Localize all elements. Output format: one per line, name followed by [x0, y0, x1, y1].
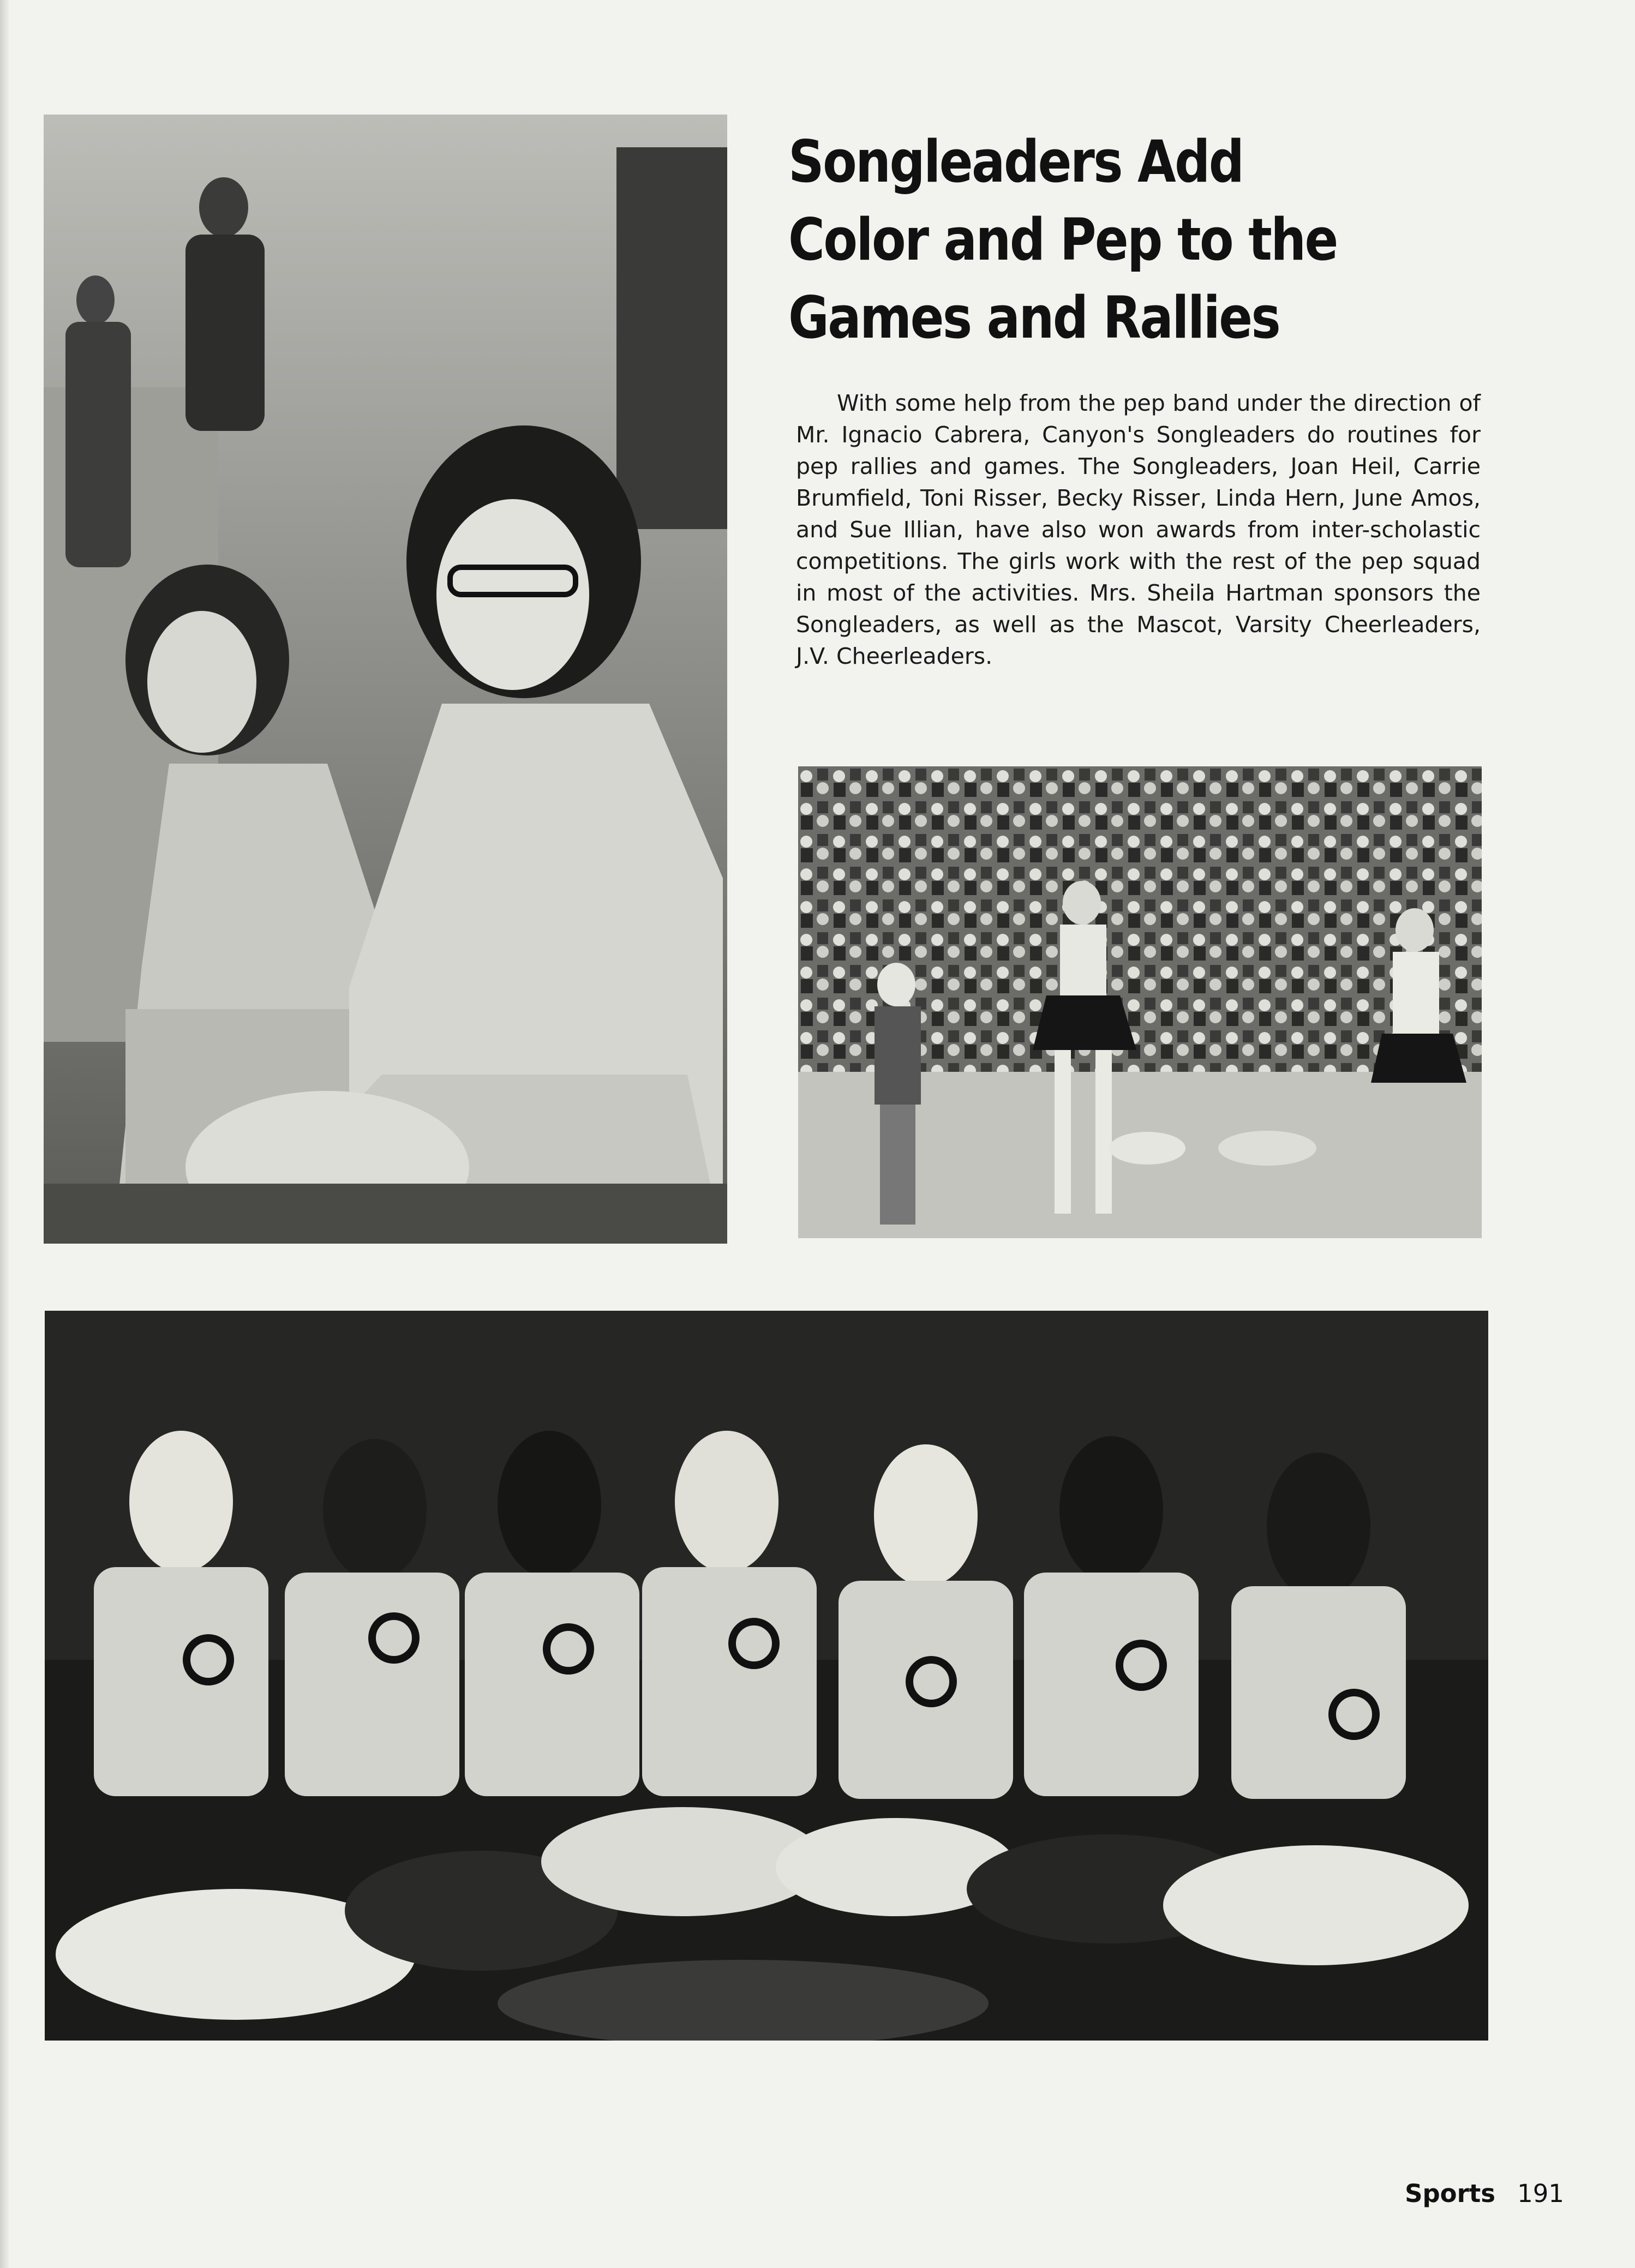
headline-line-1: Songleaders Add — [788, 128, 1243, 195]
photo-songleaders-group — [45, 1311, 1488, 2041]
section-label: Sports — [1405, 2179, 1496, 2208]
headline-line-3: Games and Rallies — [788, 284, 1280, 351]
page-footer — [1405, 2179, 1564, 2208]
photo-songleader-crowd-image — [798, 766, 1482, 1238]
photo-songleader-crowd — [798, 766, 1482, 1238]
photo-songleaders-courtside-image — [44, 115, 727, 1244]
photo-songleaders-group-image — [45, 1311, 1488, 2041]
article-body: With some help from the pep band under the direction of Mr. Ignacio Cabrera, Canyon's Songleaders do routines for pep rallies and games. The Songleaders, Joan Heil, Carrie Brumfield, Toni Risser, Becky Risser, Linda Hern, June Amos, and Sue Illian, have also won awards from inter-scholastic competitions. The girls work with the rest of the pep squad in most of the activities. Mrs. Sheila Hartman sponsors the Songleaders, as well as the Mascot, Varsity Cheerleaders, J.V. Cheerleaders. — [796, 390, 1481, 669]
article-headline — [788, 123, 1398, 357]
photo-songleaders-courtside — [44, 115, 727, 1244]
page-number: 191 — [1517, 2179, 1564, 2208]
headline-line-2: Color and Pep to the — [788, 206, 1337, 273]
page-gutter-shadow — [0, 0, 10, 2268]
